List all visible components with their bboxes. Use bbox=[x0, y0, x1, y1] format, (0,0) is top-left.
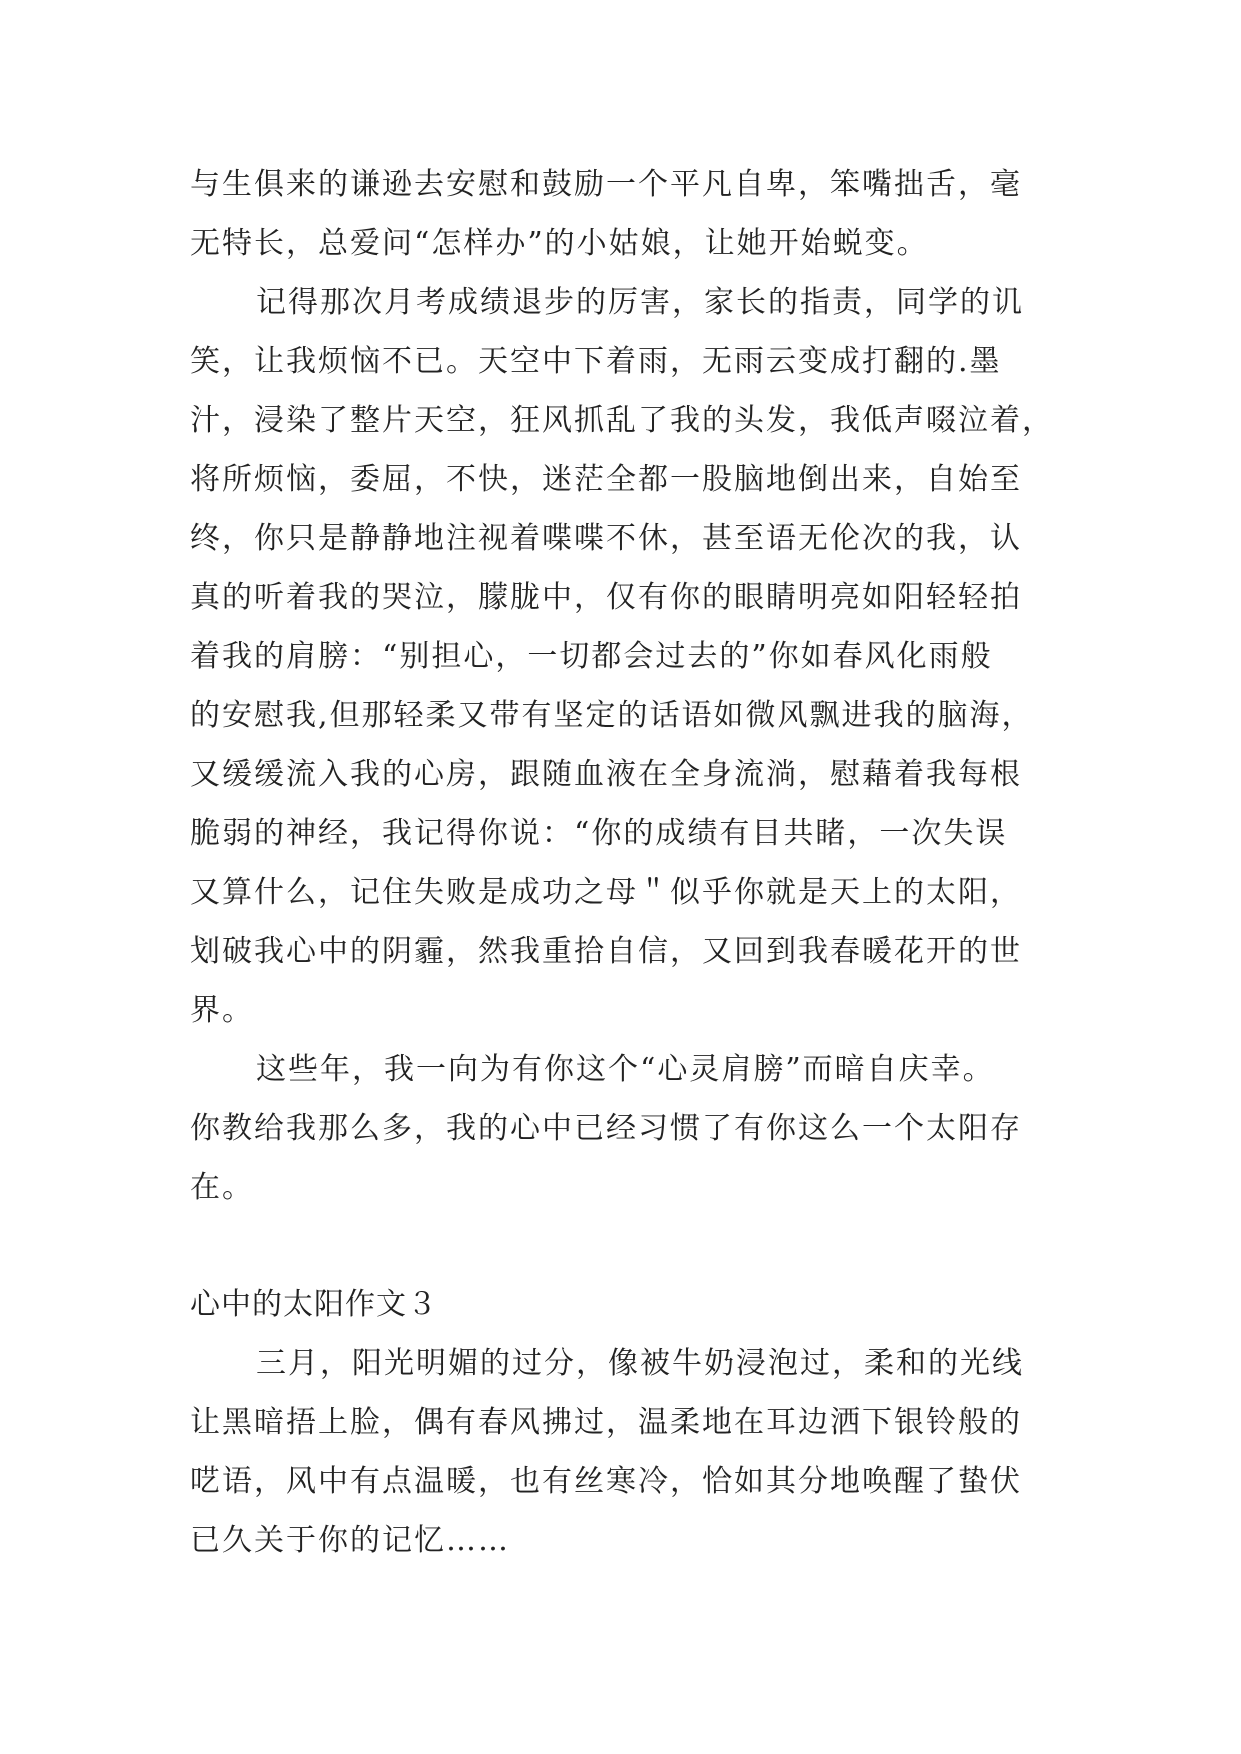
section-spacer bbox=[190, 1217, 1060, 1275]
section-title: 心中的太阳作文３ bbox=[190, 1287, 438, 1322]
text-line: 让黑暗捂上脸，偶有春风拂过，温柔地在耳边洒下银铃般的 bbox=[190, 1405, 1022, 1440]
paragraph-3 bbox=[190, 1040, 1060, 1217]
text-line: 在。 bbox=[190, 1170, 254, 1205]
text-line: 将所烦恼，委屈，不快，迷茫全都一股脑地倒出来，自始至 bbox=[190, 462, 1022, 497]
text-line: 三月，阳光明媚的过分，像被牛奶浸泡过，柔和的光线 bbox=[256, 1346, 1024, 1381]
text-line: 的安慰我,但那轻柔又带有坚定的话语如微风飘进我的脑海， bbox=[190, 698, 1034, 733]
text-line: 着我的肩膀：“别担心，一切都会过去的”你如春风化雨般 bbox=[190, 639, 993, 674]
text-line: 汁，浸染了整片天空，狂风抓乱了我的头发，我低声啜泣着， bbox=[190, 403, 1054, 438]
text-line: 无特长，总爱问“怎样办”的小姑娘，让她开始蜕变。 bbox=[190, 226, 929, 261]
text-line: 又缓缓流入我的心房，跟随血液在全身流淌，慰藉着我每根 bbox=[190, 757, 1022, 792]
text-line: 又算什么，记住失败是成功之母＂似乎你就是天上的太阳， bbox=[190, 875, 1022, 910]
text-line: 真的听着我的哭泣，朦胧中，仅有你的眼睛明亮如阳轻轻拍 bbox=[190, 580, 1022, 615]
text-line: 记得那次月考成绩退步的厉害，家长的指责，同学的讥 bbox=[256, 285, 1024, 320]
text-line: 你教给我那么多，我的心中已经习惯了有你这么一个太阳存 bbox=[190, 1111, 1022, 1146]
paragraph-2 bbox=[190, 273, 1060, 1040]
text-line: 已久关于你的记忆…… bbox=[190, 1523, 510, 1558]
text-line: 笑，让我烦恼不已。天空中下着雨，无雨云变成打翻的.墨 bbox=[190, 344, 1002, 379]
text-line: 这些年，我一向为有你这个“心灵肩膀”而暗自庆幸。 bbox=[256, 1052, 995, 1087]
text-line: 脆弱的神经，我记得你说：“你的成绩有目共睹，一次失误 bbox=[190, 816, 1008, 851]
text-line: 界。 bbox=[190, 993, 254, 1028]
text-line: 与生俱来的谦逊去安慰和鼓励一个平凡自卑，笨嘴拙舌，毫 bbox=[190, 167, 1022, 202]
paragraph-1 bbox=[190, 155, 1060, 273]
text-line: 划破我心中的阴霾，然我重拾自信，又回到我春暖花开的世 bbox=[190, 934, 1022, 969]
document-body bbox=[190, 155, 1060, 1570]
paragraph-4 bbox=[190, 1334, 1060, 1570]
text-line: 终，你只是静静地注视着喋喋不休，甚至语无伦次的我，认 bbox=[190, 521, 1022, 556]
text-line: 呓语，风中有点温暖，也有丝寒冷，恰如其分地唤醒了蛰伏 bbox=[190, 1464, 1022, 1499]
